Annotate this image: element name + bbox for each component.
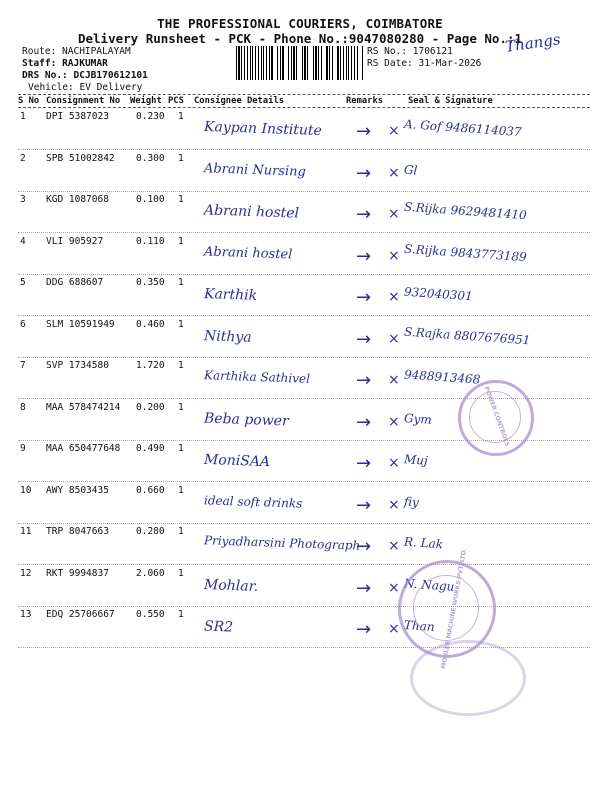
col-pcs: PCS xyxy=(168,96,184,106)
serial-number: 10 xyxy=(20,485,32,496)
table-row xyxy=(18,566,590,606)
serial-number: 12 xyxy=(20,568,32,579)
row-divider xyxy=(18,564,590,565)
cross-mark-icon: × xyxy=(388,165,400,181)
seal-stamp-power-controls xyxy=(458,380,534,456)
seal-stamp-faint xyxy=(410,640,526,716)
col-consignee: Consignee Details xyxy=(194,96,285,106)
cross-mark-icon: × xyxy=(388,289,400,305)
signature-handwritten: N. Nagu xyxy=(403,576,455,594)
weight-value: 0.100 xyxy=(136,194,165,205)
table-row xyxy=(18,607,590,647)
consignee-handwritten: Mohlar. xyxy=(203,577,259,595)
signature-handwritten: S.Rijka 9629481410 xyxy=(403,199,528,223)
arrow-icon: → xyxy=(356,619,372,640)
consignment-number: EDQ 25706667 xyxy=(46,609,115,620)
table-row xyxy=(18,275,590,315)
weight-value: 0.300 xyxy=(136,153,165,164)
stamp-text: MOHLER MACHINE WORKS PVT. LTD. xyxy=(440,547,469,670)
consignment-number: TRP 8047663 xyxy=(46,526,109,537)
arrow-icon: → xyxy=(356,121,372,142)
table-row xyxy=(18,109,590,149)
consignment-number: RKT 9994837 xyxy=(46,568,109,579)
runsheet-subtitle: Delivery Runsheet - PCK - Phone No.:9047080280 - Page No.:1 xyxy=(77,31,522,46)
pcs-value: 1 xyxy=(178,609,184,620)
consignee-handwritten: Nithya xyxy=(203,328,252,346)
consignee-handwritten: Beba power xyxy=(203,410,289,430)
signature-handwritten: Than xyxy=(403,617,436,635)
cross-mark-icon: × xyxy=(388,580,400,596)
weight-value: 0.200 xyxy=(136,402,165,413)
drs-label: DRS No.: xyxy=(22,70,68,81)
serial-number: 1 xyxy=(20,111,26,122)
consignee-handwritten: Karthik xyxy=(203,286,258,304)
pcs-value: 1 xyxy=(178,526,184,537)
col-consignment: Consignment No xyxy=(46,96,121,106)
cross-mark-icon: × xyxy=(388,414,400,430)
serial-number: 7 xyxy=(20,360,26,371)
signature-handwritten: Gl xyxy=(403,162,418,178)
arrow-icon: → xyxy=(356,453,372,474)
row-divider xyxy=(18,232,590,233)
pcs-value: 1 xyxy=(178,153,184,164)
consignee-handwritten: Abrani hostel xyxy=(203,202,300,222)
weight-value: 0.110 xyxy=(136,236,165,247)
consignee-handwritten: SR2 xyxy=(203,618,234,636)
weight-value: 2.060 xyxy=(136,568,165,579)
arrow-icon: → xyxy=(356,287,372,308)
consignment-number: MAA 578474214 xyxy=(46,402,121,413)
cross-mark-icon: × xyxy=(388,621,400,637)
weight-value: 0.660 xyxy=(136,485,165,496)
pcs-value: 1 xyxy=(178,443,184,454)
pcs-value: 1 xyxy=(178,277,184,288)
serial-number: 3 xyxy=(20,194,26,205)
row-divider xyxy=(18,315,590,316)
col-sno: S No xyxy=(18,96,40,106)
consignee-handwritten: Abrani hostel xyxy=(203,244,293,263)
serial-number: 8 xyxy=(20,402,26,413)
consignee-handwritten: MoniSAA xyxy=(203,451,271,471)
table-row xyxy=(18,524,590,564)
arrow-icon: → xyxy=(356,329,372,350)
consignment-number: SPB 51002842 xyxy=(46,153,115,164)
col-seal: Seal & Signature xyxy=(408,96,493,106)
pcs-value: 1 xyxy=(178,485,184,496)
signature-handwritten: 9488913468 xyxy=(403,367,481,387)
consignment-number: KGD 1087068 xyxy=(46,194,109,205)
signature-handwritten: R. Lak xyxy=(403,534,444,552)
cross-mark-icon: × xyxy=(388,497,400,513)
staff-value: RAJKUMAR xyxy=(62,58,108,69)
arrow-icon: → xyxy=(356,204,372,225)
rs-date: RS Date: 31-Mar-2026 xyxy=(367,58,482,69)
staff-label: Staff: xyxy=(22,58,57,69)
serial-number: 5 xyxy=(20,277,26,288)
drs-line xyxy=(22,70,148,82)
serial-number: 13 xyxy=(20,609,32,620)
cross-mark-icon: × xyxy=(388,372,400,388)
arrow-icon: → xyxy=(356,495,372,516)
row-divider xyxy=(18,149,590,150)
cross-mark-icon: × xyxy=(388,248,400,264)
consignee-handwritten: Priyadharsini Photograph xyxy=(203,533,361,553)
pcs-value: 1 xyxy=(178,194,184,205)
table-row xyxy=(18,151,590,191)
signature-handwritten: fiy xyxy=(403,494,420,510)
arrow-icon: → xyxy=(356,578,372,599)
pcs-value: 1 xyxy=(178,111,184,122)
cross-mark-icon: × xyxy=(388,455,400,471)
stamp-text: POWER CONTROLS xyxy=(482,385,511,448)
consignment-number: VLI 905927 xyxy=(46,236,104,247)
signature-handwritten: Gym xyxy=(403,411,433,427)
pcs-value: 1 xyxy=(178,568,184,579)
pcs-value: 1 xyxy=(178,360,184,371)
consignment-number: MAA 650477648 xyxy=(46,443,121,454)
weight-value: 0.350 xyxy=(136,277,165,288)
arrow-icon: → xyxy=(356,163,372,184)
staff-line xyxy=(22,58,108,70)
runsheet-title: THE PROFESSIONAL COURIERS, COIMBATORE xyxy=(157,16,443,31)
consignment-number: SVP 1734580 xyxy=(46,360,109,371)
signature-handwritten: S.Rajka 8807676951 xyxy=(403,324,531,348)
cross-mark-icon: × xyxy=(388,206,400,222)
col-weight: Weight xyxy=(130,96,162,106)
row-divider xyxy=(18,481,590,482)
pcs-value: 1 xyxy=(178,236,184,247)
consignee-handwritten: Kaypan Institute xyxy=(203,118,323,140)
signature-handwritten: Muj xyxy=(403,452,429,468)
weight-value: 0.280 xyxy=(136,526,165,537)
top-signature: Thangs xyxy=(504,30,562,56)
table-row xyxy=(18,192,590,232)
consignee-handwritten: ideal soft drinks xyxy=(203,493,303,511)
serial-number: 11 xyxy=(20,526,32,537)
col-remarks: Remarks xyxy=(346,96,384,106)
cross-mark-icon: × xyxy=(388,331,400,347)
serial-number: 6 xyxy=(20,319,26,330)
table-row xyxy=(18,317,590,357)
table-row xyxy=(18,483,590,523)
vehicle-label: Vehicle: EV Delivery xyxy=(28,82,143,93)
arrow-icon: → xyxy=(356,246,372,267)
cross-mark-icon: × xyxy=(388,123,400,139)
drs-value: DCJB170612101 xyxy=(73,70,148,81)
weight-value: 0.230 xyxy=(136,111,165,122)
header-divider-top xyxy=(18,94,590,95)
consignment-number: DDG 688607 xyxy=(46,277,104,288)
weight-value: 1.720 xyxy=(136,360,165,371)
signature-handwritten: 932040301 xyxy=(403,284,474,304)
arrow-icon: → xyxy=(356,412,372,433)
weight-value: 0.460 xyxy=(136,319,165,330)
consignment-number: AWY 8503435 xyxy=(46,485,109,496)
serial-number: 2 xyxy=(20,153,26,164)
barcode-gaps xyxy=(236,46,363,80)
route-label: Route: NACHIPALAYAM xyxy=(22,46,131,57)
pcs-value: 1 xyxy=(178,402,184,413)
signature-handwritten: A. Gof 9486114037 xyxy=(403,116,523,140)
weight-value: 0.550 xyxy=(136,609,165,620)
serial-number: 4 xyxy=(20,236,26,247)
weight-value: 0.490 xyxy=(136,443,165,454)
serial-number: 9 xyxy=(20,443,26,454)
consignee-handwritten: Karthika Sathivel xyxy=(203,368,311,386)
consignment-number: DPI 5387023 xyxy=(46,111,109,122)
header-divider-bottom xyxy=(18,107,590,108)
rs-number: RS No.: 1706121 xyxy=(367,46,453,57)
cross-mark-icon: × xyxy=(388,538,400,554)
table-row xyxy=(18,234,590,274)
pcs-value: 1 xyxy=(178,319,184,330)
arrow-icon: → xyxy=(356,536,372,557)
consignment-number: SLM 10591949 xyxy=(46,319,115,330)
consignee-handwritten: Abrani Nursing xyxy=(203,161,307,180)
arrow-icon: → xyxy=(356,370,372,391)
signature-handwritten: S.Rijka 9843773189 xyxy=(403,241,528,265)
